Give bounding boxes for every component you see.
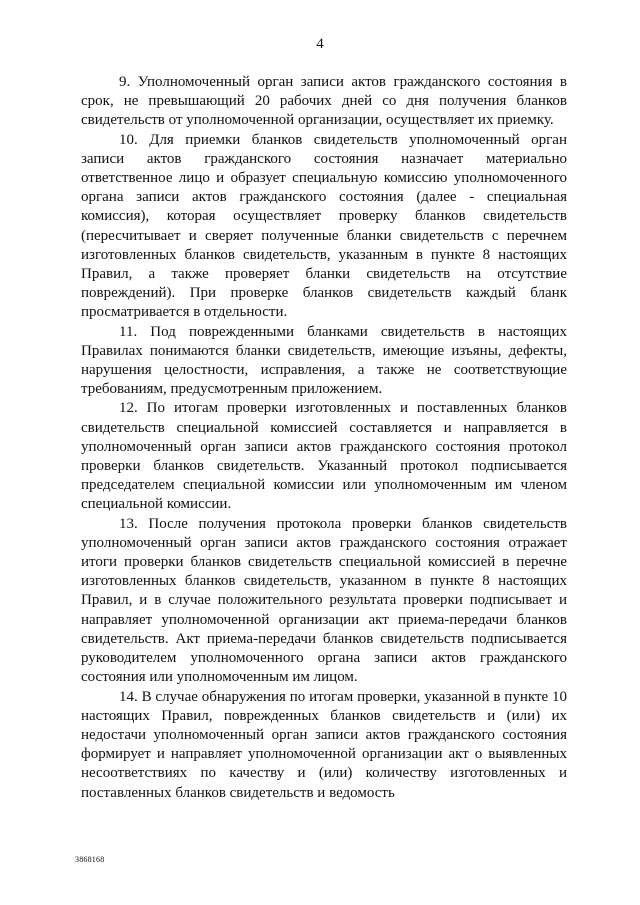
paragraph-13: 13. После получения протокола проверки бланков свидетельств уполномоченный орган записи актов гражданского состояния отражает итоги проверки бланков свидетельств специальной комиссией в перечне изготовленных бланков свидетельств, указанном в пункте 8 настоящих Правил, и в случае положительного результата проверки подписывает и направляет уполномоченной организации акт приема-передачи бланков свидетельств. Акт приема-передачи бланков свидетельств подписывается руководителем уполномоченного органа записи актов гражданского состояния или уполномоченным им лицом.	[81, 515, 567, 686]
paragraph-9: 9. Уполномоченный орган записи актов гражданского состояния в срок, не превышающий 20 рабочих дней со дня получения бланков свидетельств от уполномоченной организации, осуществляет их приемку.	[81, 74, 567, 129]
document-code: 3868168	[75, 855, 105, 864]
paragraph-11: 11. Под поврежденными бланками свидетельств в настоящих Правилах понимаются бланки свидетельств, имеющие изъяны, дефекты, нарушения целостности, исправления, а также не соответствующие требованиям, предусмотренным приложением.	[81, 323, 567, 398]
document-body	[81, 73, 567, 803]
paragraph-14: 14. В случае обнаружения по итогам проверки, указанной в пункте 10 настоящих Правил, поврежденных бланков свидетельств и (или) их недостачи уполномоченный орган записи актов гражданского состояния формирует и направляет уполномоченной организации акт о выявленных несоответствиях по качеству и (или) количеству изготовленных и поставленных бланков свидетельств и ведомость	[81, 688, 567, 801]
paragraph-12: 12. По итогам проверки изготовленных и поставленных бланков свидетельств специальной комиссией составляется и направляется в уполномоченный орган записи актов гражданского состояния протокол проверки бланков свидетельств. Указанный протокол подписывается председателем специальной комиссии или уполномоченным им членом специальной комиссии.	[81, 400, 567, 513]
page-number: 4	[316, 36, 324, 52]
paragraph-10: 10. Для приемки бланков свидетельств уполномоченный орган записи актов гражданского состояния назначает материально ответственное лицо и образует специальную комиссию уполномоченного органа записи актов гражданского состояния (далее - специальная комиссия), которая осуществляет проверку бланков свидетельств (пересчитывает и сверяет полученные бланки свидетельств с перечнем изготовленных бланков свидетельств, указанным в пункте 8 настоящих Правил, а также проверяет бланки свидетельств на отсутствие повреждений). При проверке бланков свидетельств каждый бланк просматривается в отдельности.	[81, 131, 567, 321]
